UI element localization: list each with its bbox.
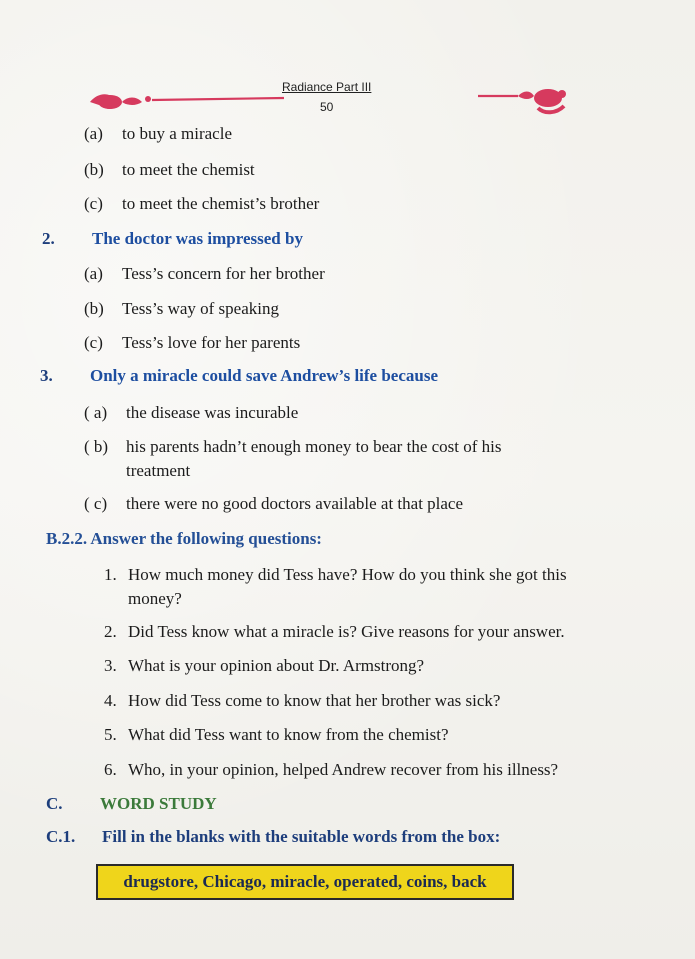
q3-option-b [84, 437, 502, 457]
question-text: What is your opinion about Dr. Armstrong? [128, 656, 425, 675]
question-number: 2. [104, 622, 117, 641]
option-text: to meet the chemist’s brother [122, 194, 320, 213]
question-number: 3. [104, 656, 117, 675]
b22-question-6 [104, 760, 558, 780]
section-c-label: C. [46, 794, 63, 813]
option-text: Tess’s love for her parents [122, 333, 301, 352]
option-letter: (b) [84, 299, 104, 318]
question-text: How did Tess come to know that her brother was sick? [128, 691, 501, 710]
q1-option-a [84, 124, 232, 144]
question-number: 5. [104, 725, 117, 744]
option-letter: (a) [84, 124, 103, 143]
section-c-title: WORD STUDY [100, 794, 217, 813]
question-text: What did Tess want to know from the chemist? [128, 725, 449, 744]
q3-option-c [84, 494, 463, 514]
running-title: Radiance Part III [282, 80, 372, 94]
header-ornament-right-icon [478, 84, 570, 118]
q3-text: Only a miracle could save Andrew’s life because [90, 366, 439, 385]
header-ornament-left-icon [88, 88, 288, 116]
question-number: 4. [104, 691, 117, 710]
b22-heading: B.2.2. Answer the following questions: [46, 529, 322, 548]
option-text: the disease was incurable [126, 403, 299, 422]
question-text: How much money did Tess have? How do you think she got this [128, 565, 567, 584]
q3-number: 3. [40, 366, 53, 385]
page-number: 50 [320, 100, 334, 114]
option-text: Tess’s concern for her brother [122, 264, 325, 283]
b22-question-3 [104, 656, 424, 676]
c1-label: C.1. [46, 827, 76, 846]
option-letter: (c) [84, 333, 103, 352]
q2-option-b [84, 299, 279, 319]
option-text: to meet the chemist [122, 160, 255, 179]
q2-text: The doctor was impressed by [92, 229, 303, 248]
q2-option-c [84, 333, 300, 353]
option-letter: ( c) [84, 494, 108, 513]
q1-option-c [84, 194, 319, 214]
q1-option-b [84, 160, 255, 180]
option-letter: ( a) [84, 403, 108, 422]
b22-question-2 [104, 622, 565, 642]
question-text: Who, in your opinion, helped Andrew recover from his illness? [128, 760, 559, 779]
c1-instruction: Fill in the blanks with the suitable words from the box: [102, 827, 501, 846]
question-number: 1. [104, 565, 117, 584]
option-text: Tess’s way of speaking [122, 299, 279, 318]
q2-number: 2. [42, 229, 55, 248]
option-text: to buy a miracle [122, 124, 232, 143]
b22-question-5 [104, 725, 449, 745]
q3-option-b-cont: treatment [126, 461, 191, 480]
b22-question-1-cont: money? [128, 589, 182, 608]
option-letter: (a) [84, 264, 103, 283]
question-number: 6. [104, 760, 117, 779]
b22-question-1 [104, 565, 567, 585]
word-box: drugstore, Chicago, miracle, operated, coins, back [96, 864, 514, 900]
option-text: there were no good doctors available at that place [126, 494, 464, 513]
q2-option-a [84, 264, 325, 284]
option-letter: (c) [84, 194, 103, 213]
question-text: Did Tess know what a miracle is? Give reasons for your answer. [128, 622, 565, 641]
option-text: his parents hadn’t enough money to bear the cost of his [126, 437, 502, 456]
b22-question-4 [104, 691, 500, 711]
option-letter: (b) [84, 160, 104, 179]
q3-option-a [84, 403, 298, 423]
option-letter: ( b) [84, 437, 109, 456]
